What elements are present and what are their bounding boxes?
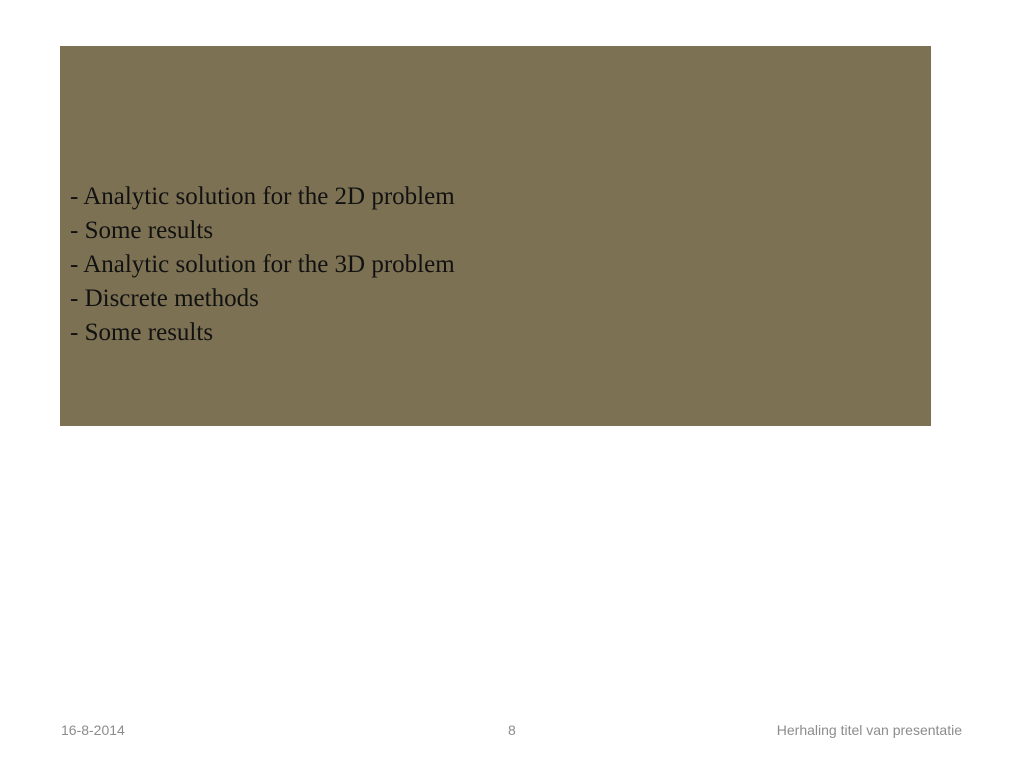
footer-page-number: 8 [508, 722, 516, 738]
footer-presentation-title: Herhaling titel van presentatie [776, 722, 962, 738]
outline-list [70, 180, 455, 350]
outline-item: - Some results [70, 319, 214, 346]
footer-date: 16-8-2014 [61, 722, 125, 738]
outline-item: - Some results [70, 217, 214, 244]
outline-item: - Analytic solution for the 2D problem [70, 183, 455, 210]
outline-item: - Analytic solution for the 3D problem [70, 251, 455, 278]
content-box [60, 46, 931, 426]
outline-item: - Discrete methods [70, 285, 259, 312]
